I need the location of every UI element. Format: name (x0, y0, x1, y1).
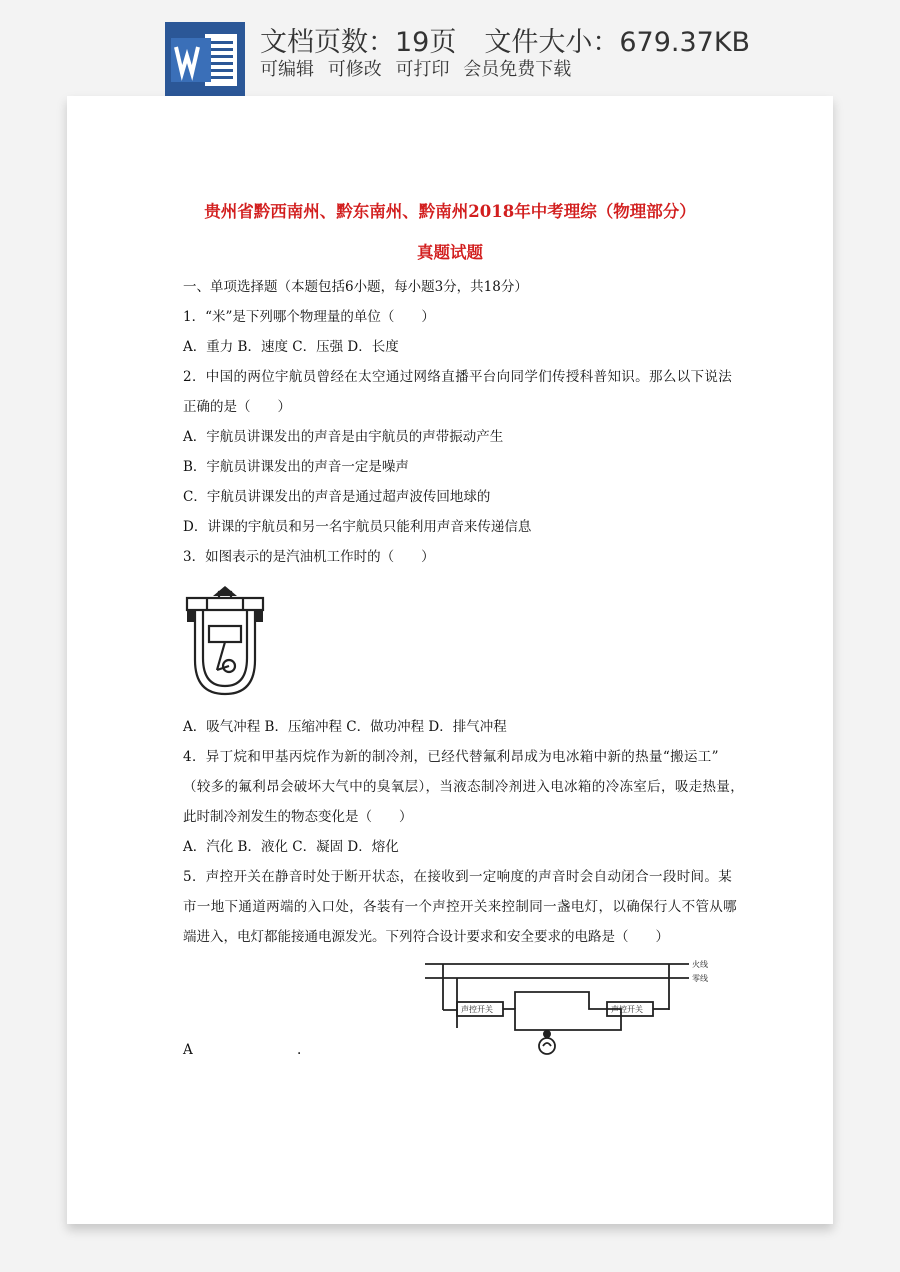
label-switch-left: 声控开关 (461, 1005, 493, 1014)
question-5: 5．声控开关在静音时处于断开状态，在接收到一定响度的声音时会自动闭合一段时间。某 (183, 869, 733, 885)
section-heading: 一、单项选择题（本题包括6小题，每小题3分，共18分） (183, 279, 528, 295)
document-meta (260, 20, 750, 59)
circuit-diagram-a (421, 958, 721, 1060)
question-2-option-d: D．讲课的宇航员和另一名宇航员只能利用声音来传递信息 (183, 519, 532, 535)
engine-cylinder-figure (185, 586, 265, 698)
question-3: 3．如图表示的是汽油机工作时的（ ） (183, 549, 435, 565)
feature-editable: 可编辑 (260, 59, 314, 80)
header (0, 0, 900, 100)
question-2-option-a: A．宇航员讲课发出的声音是由宇航员的声带振动产生 (183, 429, 504, 445)
question-1-options: A．重力 B．速度 C．压强 D．长度 (183, 339, 399, 355)
document-title: 贵州省黔西南州、黔东南州、黔南州2018年中考理综（物理部分） (204, 202, 696, 221)
question-5-cont-2: 端进入，电灯都能接通电源发光。下列符合设计要求和安全要求的电路是（ ） (183, 929, 669, 945)
feature-free-download: 会员免费下载 (463, 59, 572, 80)
question-4-cont-2: 此时制冷剂发生的物态变化是（ ） (183, 809, 413, 825)
document-subtitle: 真题试题 (417, 243, 483, 262)
question-5-option-a-end: . (297, 1042, 302, 1058)
question-2: 2．中国的两位宇航员曾经在太空通过网络直播平台向同学们传授科普知识。那么以下说法 (183, 369, 733, 385)
question-4: 4．异丁烷和甲基丙烷作为新的制冷剂，已经代替氟利昂成为电冰箱中新的热量“搬运工” (183, 749, 719, 765)
label-switch-right: 声控开关 (611, 1005, 643, 1014)
question-5-cont-1: 市一地下通道两端的入口处，各装有一个声控开关来控制同一盏电灯，以确保行人不管从哪 (183, 899, 737, 915)
question-4-cont-1: （较多的氟利昂会破坏大气中的臭氧层），当液态制冷剂进入电冰箱的冷冻室后，吸走热量， (183, 779, 745, 795)
question-2-option-c: C．宇航员讲课发出的声音是通过超声波传回地球的 (183, 489, 491, 505)
feature-list (260, 55, 579, 81)
feature-printable: 可打印 (395, 59, 450, 80)
word-document-icon (165, 22, 245, 96)
feature-modifiable: 可修改 (327, 59, 382, 80)
question-4-options: A．汽化 B．液化 C．凝固 D．熔化 (183, 839, 399, 855)
label-fire-wire: 火线 (692, 960, 708, 969)
question-2-option-b: B．宇航员讲课发出的声音一定是噪声 (183, 459, 409, 475)
question-1: 1．“米”是下列哪个物理量的单位（ ） (183, 309, 435, 325)
document-page (67, 96, 833, 1224)
question-5-option-a-label: A (183, 1042, 193, 1058)
page-count: 文档页数：19页 (260, 27, 457, 58)
question-2-cont: 正确的是（ ） (183, 399, 291, 415)
label-neutral-wire: 零线 (692, 974, 708, 983)
question-3-options: A．吸气冲程 B．压缩冲程 C．做功冲程 D．排气冲程 (183, 719, 507, 735)
file-size: 文件大小：679.37KB (484, 27, 751, 58)
